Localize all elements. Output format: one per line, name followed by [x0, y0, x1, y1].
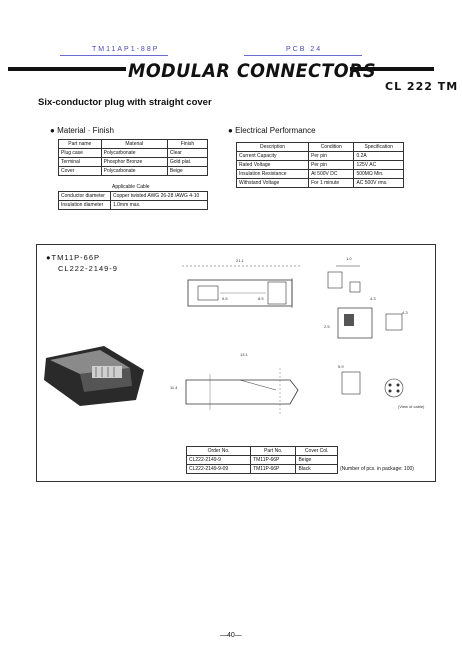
material-heading: ● Material · Finish: [50, 126, 114, 135]
page-number: —40—: [220, 632, 242, 639]
table-row: CL222-2149-9 TM11P-66P Beige: [187, 456, 338, 465]
bullet-icon: ●: [228, 126, 233, 135]
bullet-icon: ●: [46, 253, 52, 262]
table-row: Withstand Voltage For 1 minute AC 500V rms.: [237, 179, 404, 188]
table-row: Conductor diameter Copper twisted AWG 26-28 /AWG 4-10: [59, 192, 208, 201]
dim-i: 5.9: [338, 364, 344, 369]
dim-f: 4.3: [370, 296, 376, 301]
table-row: Current Capacity Per pin 0.2A: [237, 152, 404, 161]
dim-b: 8.5: [258, 296, 264, 301]
package-note: (Number of pcs. in package: 100): [340, 466, 414, 472]
header-right-code: PCB 24: [286, 46, 323, 53]
dim-a: 9.5: [222, 296, 228, 301]
material-table: Part name Material Finish Plug case Polycarbonate Clear Terminal Phosphor Bronze Gold plat. Cover Polycarbonate Beige: [58, 139, 208, 176]
top-view-drawing: [180, 258, 310, 318]
dim-pitch: 1.0: [346, 256, 352, 261]
part-number: ●TM11P-66P: [46, 253, 100, 262]
header-left-rule: [60, 55, 168, 56]
table-row: CL222-2149-9-09 TM11P-66P Black: [187, 465, 338, 474]
table-row: Cover Polycarbonate Beige: [59, 167, 208, 176]
electrical-heading: ● Electrical Performance: [228, 126, 316, 135]
dim-fa: 4.3: [402, 310, 408, 315]
dim-d: 13.1: [240, 352, 248, 357]
subtitle: Six-conductor plug with straight cover: [38, 97, 212, 108]
front-view-drawing: [320, 262, 420, 412]
table-row: Insulation Resistance At 500V DC 500MΩ Min.: [237, 170, 404, 179]
order-number: CL222-2149-9: [58, 264, 118, 273]
table-row: Insulation diameter 1.0mm max.: [59, 201, 208, 210]
header-right-rule: [244, 55, 362, 56]
plug-photo: [40, 340, 150, 410]
side-view-drawing: [180, 360, 310, 420]
table-row: Plug case Polycarbonate Clear: [59, 149, 208, 158]
bullet-icon: ●: [50, 126, 55, 135]
table-row: Terminal Phosphor Bronze Gold plat.: [59, 158, 208, 167]
order-table: Order No. Part No. Cover Col. CL222-2149-9 TM11P-66P Beige CL222-2149-9-09 TM11P-66P Black: [186, 446, 338, 474]
page-title: MODULAR CONNECTORS: [128, 60, 377, 82]
series-code: CL 222 TM: [385, 80, 459, 93]
dim-g: 2.5: [324, 324, 330, 329]
table-row: Rated Voltage Per pin 125V AC: [237, 161, 404, 170]
side-note: (View of cable): [398, 404, 425, 409]
dim-e: 11.4: [170, 385, 178, 390]
title-bar-left: [8, 67, 126, 71]
cable-table: [58, 191, 208, 210]
electrical-table: Description Condition Specification Current Capacity Per pin 0.2A Rated Voltage Per pin 125V AC Insulation Resistance At 500V DC 500MΩ Min. Withstand Voltage For 1 minute AC 500V rms.: [236, 142, 404, 188]
dim-top: 21.1: [236, 258, 244, 263]
header-left-code: TM11AP1-88P: [92, 46, 160, 53]
cable-heading: Applicable Cable: [112, 184, 150, 190]
